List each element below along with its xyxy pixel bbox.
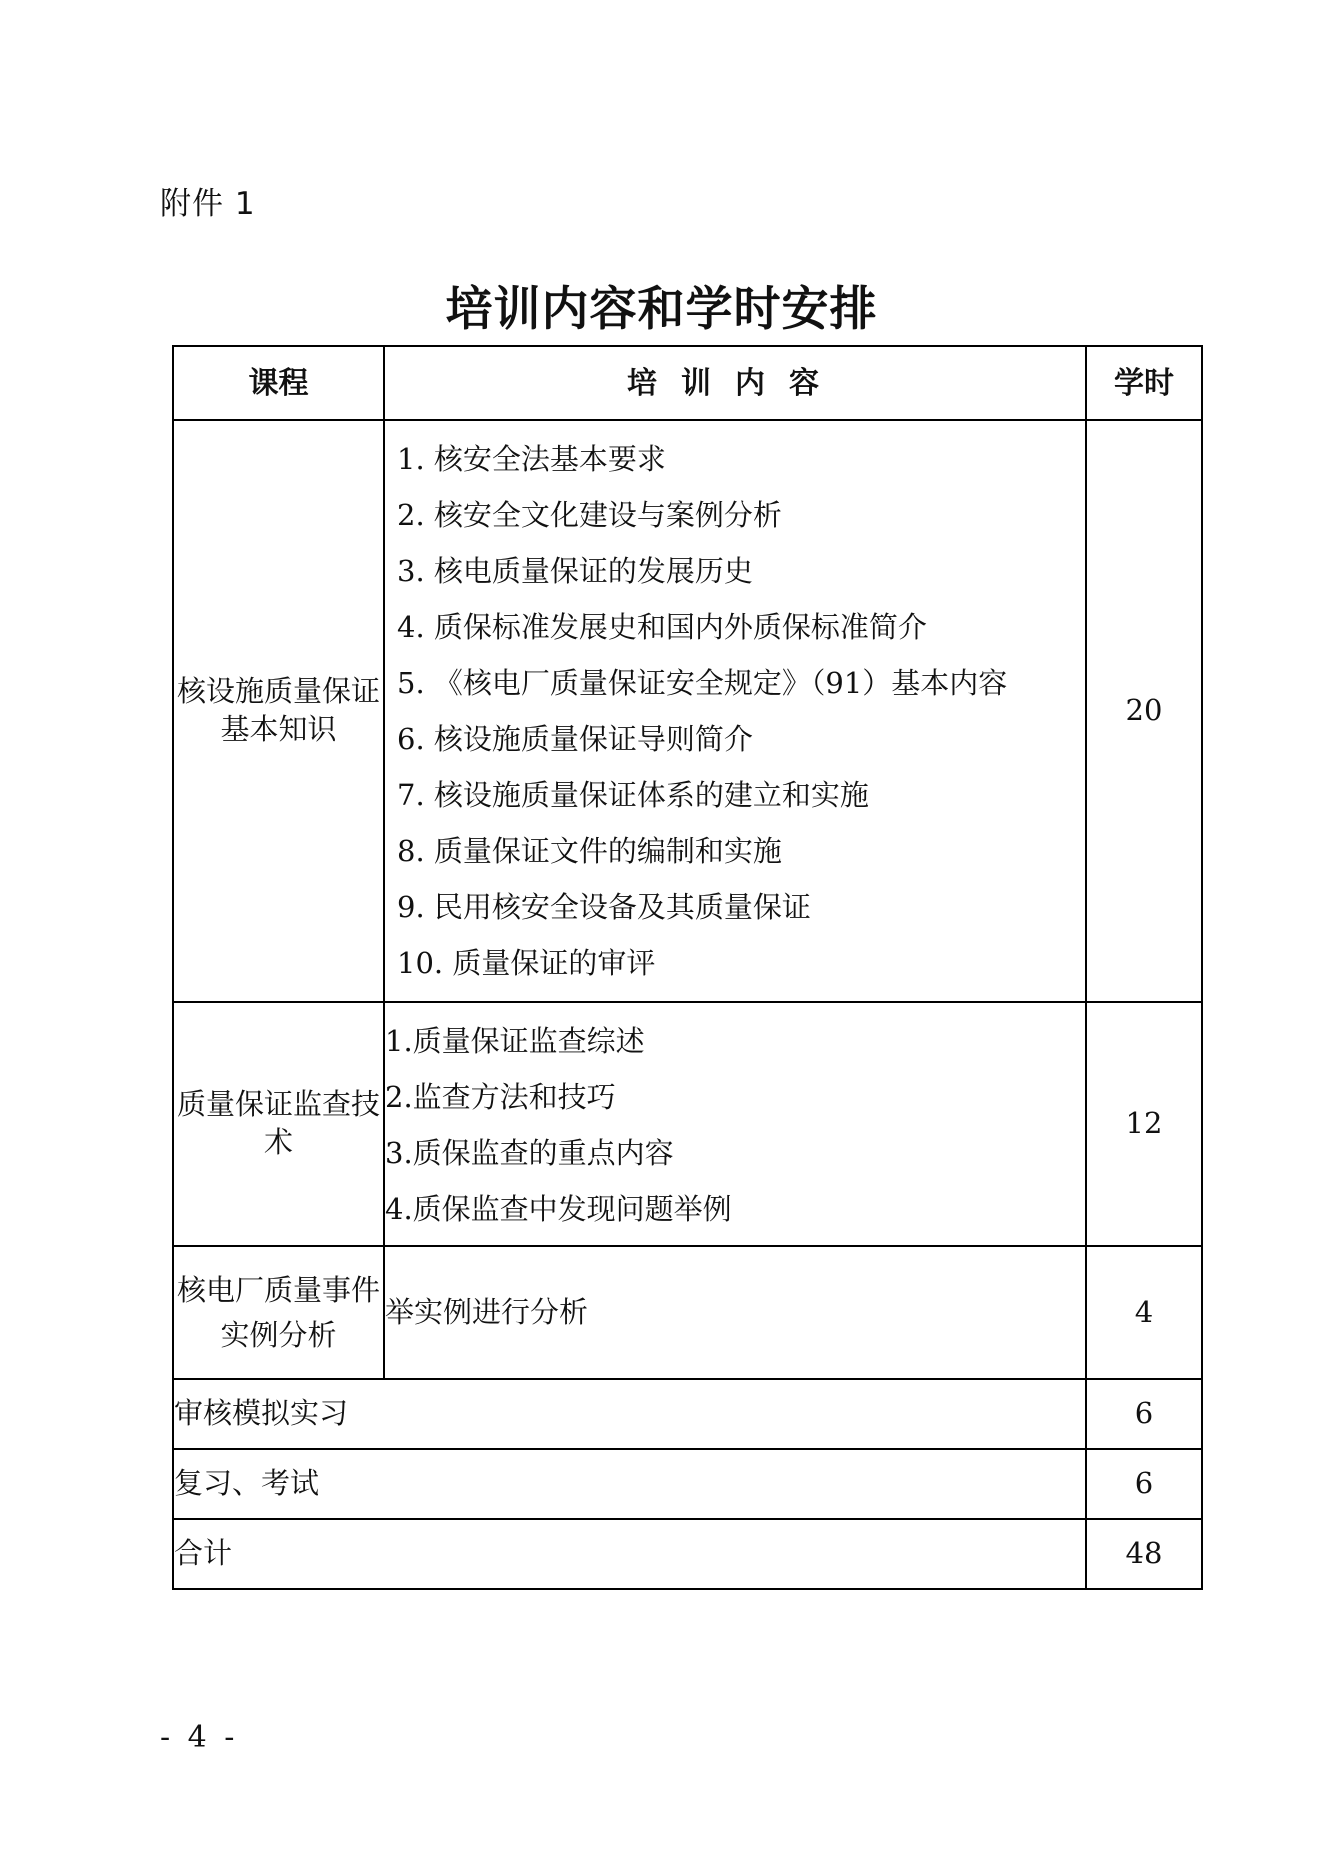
table-row — [173, 1246, 1202, 1379]
list-item: 4. 质保标准发展史和国内外质保标准简介 — [397, 610, 927, 644]
topic-list — [385, 421, 1085, 1001]
list-item: 2. 核安全文化建设与案例分析 — [397, 498, 782, 532]
list-item: 1. 核安全法基本要求 — [397, 442, 666, 476]
list-item: 3. 核电质量保证的发展历史 — [397, 554, 753, 588]
list-item: 1.质量保证监查综述 — [385, 1024, 645, 1058]
total-label: 合计 — [173, 1519, 1086, 1589]
table-row — [173, 1379, 1202, 1449]
page-title: 培训内容和学时安排 — [445, 282, 878, 337]
list-item: 4.质保监查中发现问题举例 — [385, 1192, 732, 1226]
course-cell: 核设施质量保证基本知识 — [173, 420, 384, 1002]
topic-list — [385, 1003, 1085, 1245]
training-schedule-table — [172, 345, 1203, 1590]
list-item: 6. 核设施质量保证导则简介 — [397, 722, 753, 756]
table-row — [173, 1449, 1202, 1519]
page-number: - 4 - — [160, 1720, 239, 1755]
hours-cell: 6 — [1086, 1449, 1202, 1519]
course-cell: 复习、考试 — [173, 1449, 1086, 1519]
content-cell — [384, 1246, 1086, 1379]
header-content: 培训内容 — [384, 346, 1086, 420]
list-item: 10. 质量保证的审评 — [397, 946, 656, 980]
list-item: 9. 民用核安全设备及其质量保证 — [397, 890, 811, 924]
course-cell: 质量保证监查技术 — [173, 1002, 384, 1246]
course-cell: 核电厂质量事件实例分析 — [173, 1246, 384, 1379]
list-item: 举实例进行分析 — [385, 1294, 589, 1329]
header-course: 课程 — [173, 346, 384, 420]
list-item: 2.监查方法和技巧 — [385, 1080, 616, 1114]
table-row — [173, 1002, 1202, 1246]
content-cell — [384, 420, 1086, 1002]
list-item: 5. 《核电厂质量保证安全规定》（91）基本内容 — [397, 666, 1008, 700]
content-cell — [384, 1002, 1086, 1246]
list-item: 7. 核设施质量保证体系的建立和实施 — [397, 778, 869, 812]
header-hours: 学时 — [1086, 346, 1202, 420]
attachment-label: 附件 1 — [160, 186, 256, 222]
course-cell: 审核模拟实习 — [173, 1379, 1086, 1449]
hours-cell: 12 — [1086, 1002, 1202, 1246]
list-item: 8. 质量保证文件的编制和实施 — [397, 834, 782, 868]
hours-cell: 6 — [1086, 1379, 1202, 1449]
topic-list — [385, 1294, 1085, 1332]
hours-cell: 4 — [1086, 1246, 1202, 1379]
table-row — [173, 420, 1202, 1002]
total-hours: 48 — [1086, 1519, 1202, 1589]
hours-cell: 20 — [1086, 420, 1202, 1002]
table-total-row — [173, 1519, 1202, 1589]
list-item: 3.质保监查的重点内容 — [385, 1136, 674, 1170]
table-header-row — [173, 346, 1202, 420]
